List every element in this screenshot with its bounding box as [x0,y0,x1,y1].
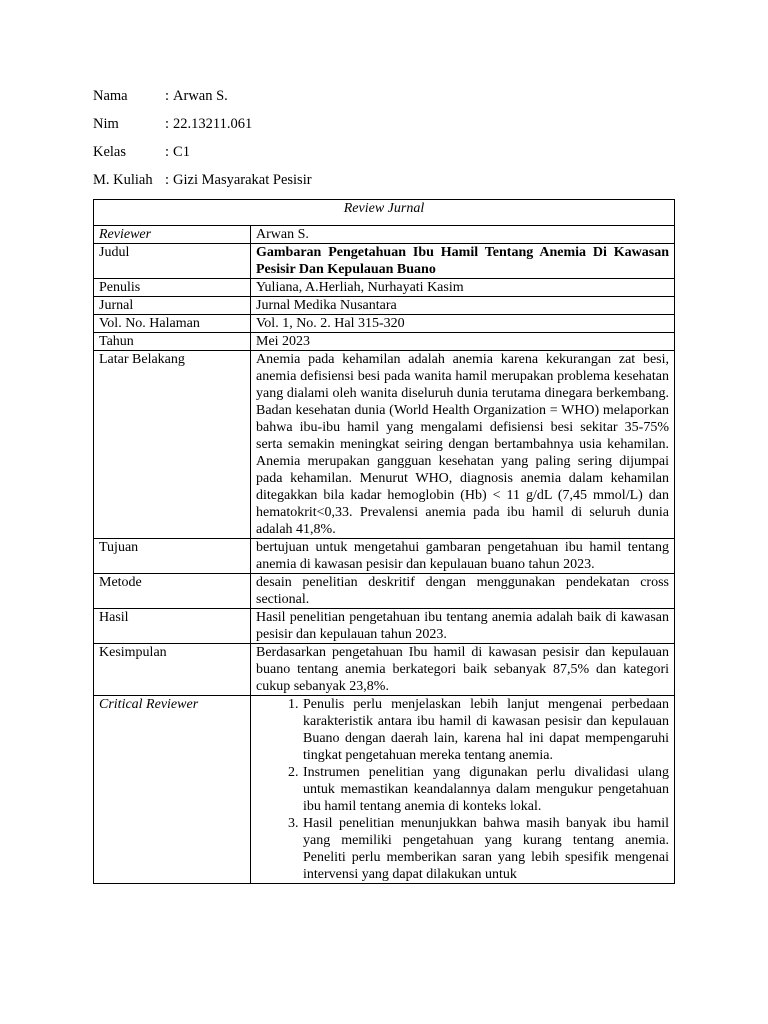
penulis-label: Penulis [94,279,251,297]
hasil-value: Hasil penelitian pengetahuan ibu tentang anemia adalah baik di kawasan pesisir dan kepulauan tahun 2023. [251,609,675,644]
reviewer-label: Reviewer [94,226,251,244]
kelas-value: C1 [173,144,190,160]
critical-list [256,696,669,883]
nim-label: Nim [93,116,119,132]
table-row [94,539,675,574]
vol-value: Vol. 1, No. 2. Hal 315-320 [251,315,675,333]
kelas-label: Kelas [93,144,127,160]
table-row [94,696,675,884]
table-title-row [94,200,675,226]
metode-value: desain penelitian deskritif dengan menggunakan pendekatan cross sectional. [251,574,675,609]
nim-row: Nim : 22.13211.061 [93,114,312,142]
nim-value: 22.13211.061 [173,116,253,132]
critical-item-1: 1. Penulis perlu menjelaskan lebih lanjut mengenai perbedaan karakteristik antara ibu hamil di kawasan pesisir dan kepulauan Buano dengan daerah lain, karena hal ini dapat mempengaruhi tingkat pengetahuan mereka tentang anemia. [302,696,669,764]
tahun-label: Tahun [94,333,251,351]
review-table [93,199,675,884]
tujuan-value: bertujuan untuk mengetahui gambaran pengetahuan ibu hamil tentang anemia di kawasan pesisir dan kepulauan buano tahun 2023. [251,539,675,574]
latar-belakang-label: Latar Belakang [94,351,251,539]
jurnal-label: Jurnal [94,297,251,315]
hasil-label: Hasil [94,609,251,644]
table-row [94,333,675,351]
critical-item-2: 2. Instrumen penelitian yang digunakan perlu divalidasi ulang untuk memastikan keandalannya dalam mengukur pengetahuan ibu hamil tentang anemia di konteks lokal. [302,764,669,815]
reviewer-value: Arwan S. [251,226,675,244]
metode-label: Metode [94,574,251,609]
kesimpulan-label: Kesimpulan [94,644,251,696]
nama-value: Arwan S. [173,88,228,104]
mata-kuliah-row: M. Kuliah : Gizi Masyarakat Pesisir [93,170,312,198]
table-row [94,609,675,644]
tahun-value: Mei 2023 [251,333,675,351]
table-row [94,315,675,333]
jurnal-value: Jurnal Medika Nusantara [251,297,675,315]
latar-belakang-value: Anemia pada kehamilan adalah anemia karena kekurangan zat besi, anemia defisiensi besi pada wanita hamil merupakan problema kesehatan yang dialami oleh wanita diseluruh dunia terutama dinegara berkembang. Badan kesehatan dunia (World Health Organization = WHO) melaporkan bahwa ibu-ibu hamil yang mengalami defisiensi besi sekitar 35-75% serta semakin meningkat seiring dengan bertambahnya usia kehamilan. Anemia merupakan gangguan kesehatan yang paling sering dijumpai pada kehamilan. Menurut WHO, diagnosis anemia dalam kehamilan ditegakkan bila kadar hemoglobin (Hb) < 11 g/dL (7,45 mmol/L) dan hematokrit<0,33. Prevalensi anemia pada ibu hamil di seluruh dunia adalah 41,8%. [251,351,675,539]
critical-item-3: 3. Hasil penelitian menunjukkan bahwa masih banyak ibu hamil yang memiliki pengetahuan yang kurang tentang anemia. Peneliti perlu memberikan saran yang lebih spesifik mengenai intervensi yang dapat dilakukan untuk [302,815,669,883]
table-row [94,226,675,244]
critical-reviewer-label: Critical Reviewer [94,696,251,884]
mata-kuliah-value: Gizi Masyarakat Pesisir [173,172,312,188]
kelas-row: Kelas : C1 [93,142,312,170]
table-row [94,244,675,279]
table-row [94,351,675,539]
table-row [94,297,675,315]
table-row [94,574,675,609]
judul-value: Gambaran Pengetahuan Ibu Hamil Tentang Anemia Di Kawasan Pesisir Dan Kepulauan Buano [251,244,675,279]
vol-label: Vol. No. Halaman [94,315,251,333]
nama-label: Nama [93,88,128,104]
judul-label: Judul [94,244,251,279]
table-title: Review Jurnal [94,200,675,226]
table-row [94,279,675,297]
student-info [93,86,312,198]
nama-row: Nama : Arwan S. [93,86,312,114]
penulis-value: Yuliana, A.Herliah, Nurhayati Kasim [251,279,675,297]
table-row [94,644,675,696]
kesimpulan-value: Berdasarkan pengetahuan Ibu hamil di kawasan pesisir dan kepulauan buano tentang anemia berkategori baik sebanyak 87,5% dan kategori cukup sebanyak 23,8%. [251,644,675,696]
mata-kuliah-label: M. Kuliah [93,172,153,188]
tujuan-label: Tujuan [94,539,251,574]
critical-reviewer-value [251,696,675,884]
